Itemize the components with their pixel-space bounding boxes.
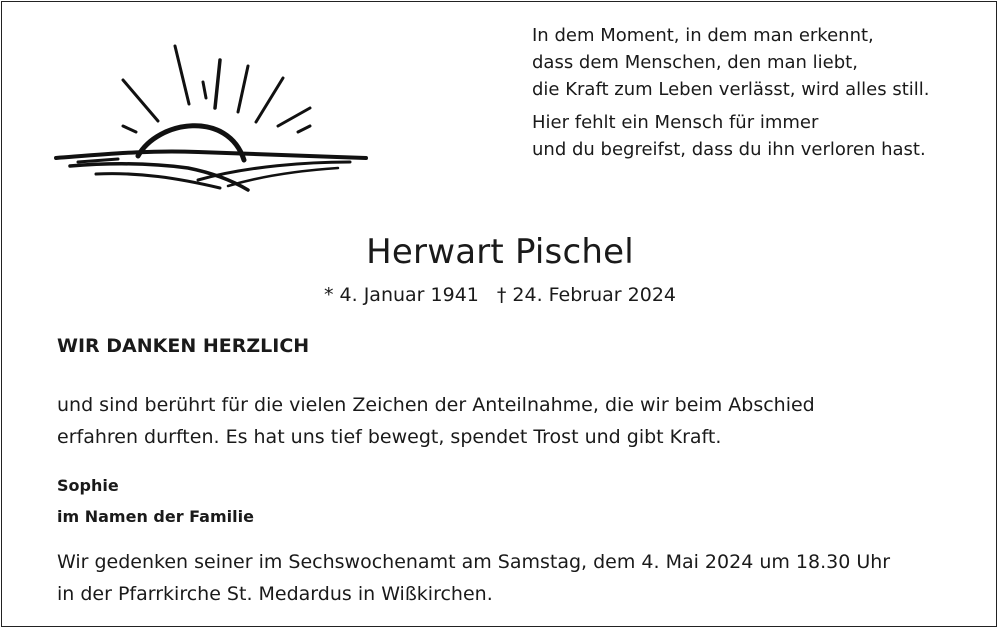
memorial-line: in der Pfarrkirche St. Medardus in Wißkirchen. [57, 583, 493, 605]
thanks-line: und sind berührt für die vielen Zeichen der Anteilnahme, die wir beim Abschied [57, 394, 815, 416]
poem-line: die Kraft zum Leben verlässt, wird alles still. [532, 79, 930, 100]
signature-family: im Namen der Familie [57, 507, 254, 526]
sunrise-icon [48, 38, 378, 208]
poem-line: und du begreifst, dass du ihn verloren hast. [532, 139, 926, 160]
life-dates [0, 284, 1000, 306]
memorial-line: Wir gedenken seiner im Sechswochenamt am Samstag, dem 4. Mai 2024 um 18.30 Uhr [57, 551, 891, 573]
poem-line: In dem Moment, in dem man erkennt, [532, 25, 874, 46]
thanks-heading: WIR DANKEN HERZLICH [57, 335, 310, 357]
signature-name: Sophie [57, 476, 119, 495]
poem-stanza-1 [532, 22, 952, 103]
memorial-service-text [57, 546, 977, 610]
poem-stanza-2 [532, 109, 952, 163]
thanks-line: erfahren durften. Es hat uns tief bewegt, spendet Trost und gibt Kraft. [57, 426, 722, 448]
death-date: † 24. Februar 2024 [496, 284, 677, 306]
signature [57, 470, 254, 532]
poem-line: Hier fehlt ein Mensch für immer [532, 112, 819, 133]
poem [532, 22, 952, 163]
birth-date: * 4. Januar 1941 [323, 284, 479, 306]
deceased-name: Herwart Pischel [366, 232, 634, 272]
thanks-text [57, 389, 957, 453]
poem-line: dass dem Menschen, den man liebt, [532, 52, 858, 73]
